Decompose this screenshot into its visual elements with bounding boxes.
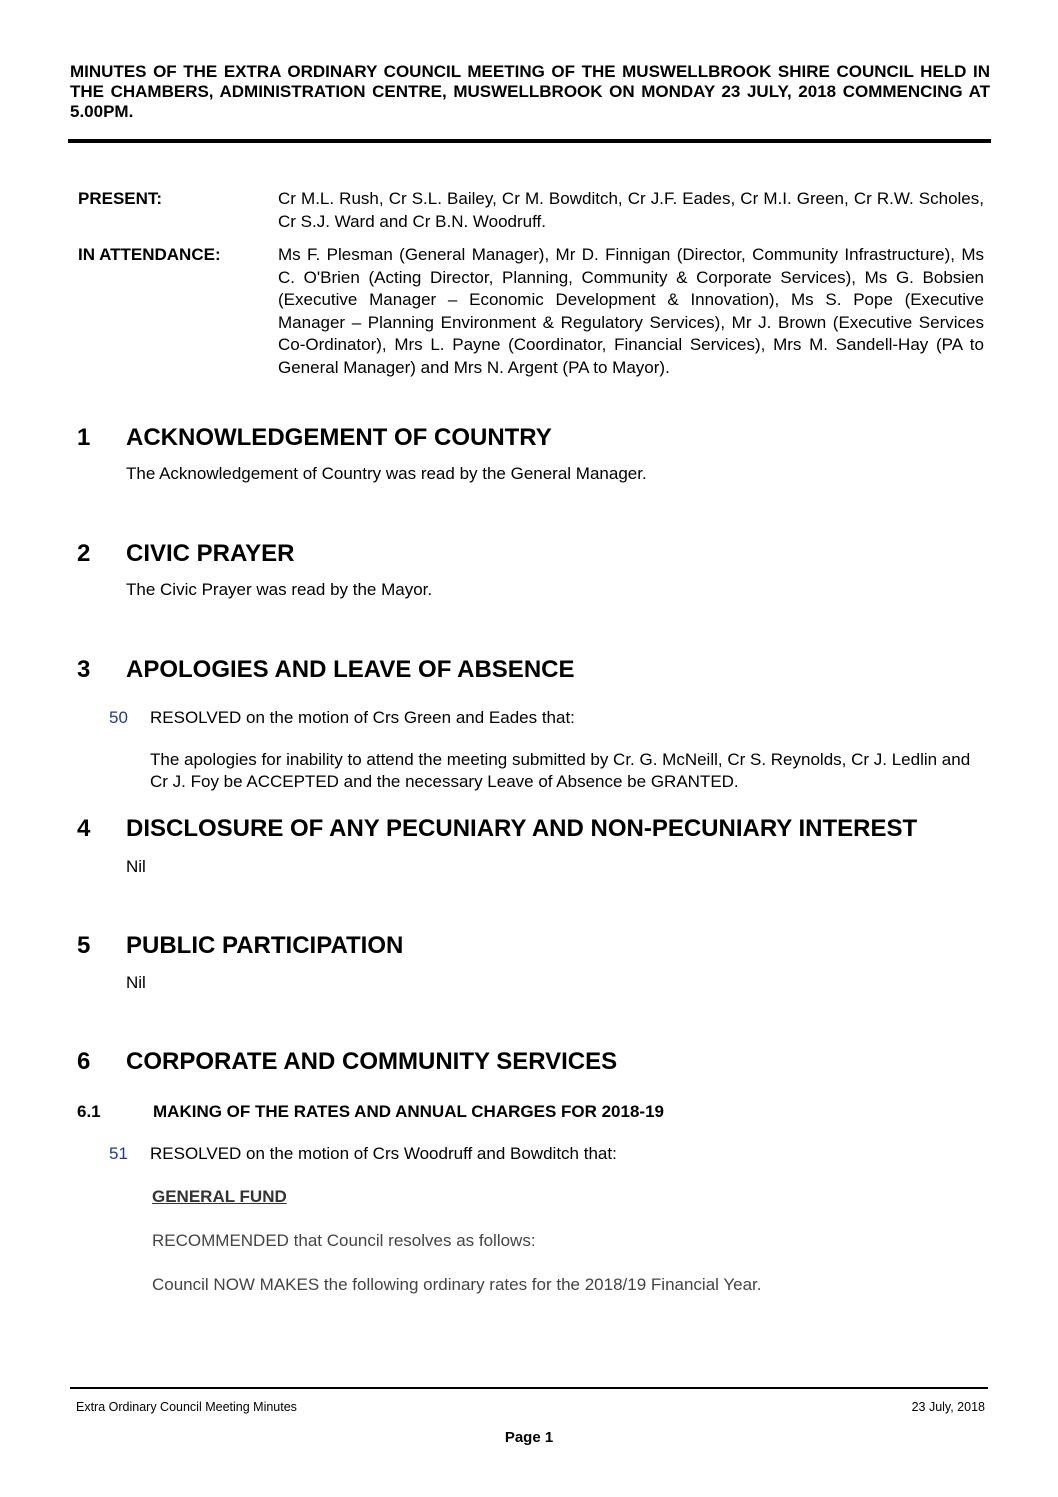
in-attendance-list: Ms F. Plesman (General Manager), Mr D. Finnigan (Director, Community Infrastructure), Ms C. O'Brien (Acting Director, Planning, Community & Corporate Services), Ms G. Bobsien (Executive Manager – Economic Development & Innovation), Ms S. Pope (Executive Manager – Planning Environment & Regulatory Services), Mr J. Brown (Executive Services Co-Ordinator), Mrs L. Payne (Coordinator, Financial Services), Mrs M. Sandell-Hay (PA to General Manager) and Mrs N. Argent (PA to Mayor). [278, 245, 984, 377]
section-2-title: CIVIC PRAYER [126, 540, 295, 567]
subsection-title: MAKING OF THE RATES AND ANNUAL CHARGES FOR 2018-19 [153, 1102, 664, 1121]
section-1-body: The Acknowledgement of Country was read by the General Manager. [126, 464, 647, 483]
section-5-number: 5 [77, 932, 91, 959]
section-2-body: The Civic Prayer was read by the Mayor. [126, 580, 433, 599]
subsection-number: 6.1 [77, 1102, 101, 1121]
resolution-51-text: RESOLVED on the motion of Crs Woodruff and Bowditch that: [150, 1144, 617, 1163]
ordinary-rates-text: Council NOW MAKES the following ordinary rates for the 2018/19 Financial Year. [152, 1275, 762, 1294]
section-3-title: APOLOGIES AND LEAVE OF ABSENCE [126, 656, 575, 683]
section-1-title: ACKNOWLEDGEMENT OF COUNTRY [126, 424, 552, 451]
section-4-title: DISCLOSURE OF ANY PECUNIARY AND NON-PECUNIARY INTEREST [126, 815, 918, 842]
section-1-number: 1 [77, 424, 91, 451]
section-5-body: Nil [126, 973, 146, 992]
section-4-number: 4 [77, 815, 91, 842]
title-divider [68, 139, 991, 143]
section-6-number: 6 [77, 1048, 91, 1075]
footer-date: 23 July, 2018 [911, 1400, 985, 1414]
present-label: PRESENT: [78, 189, 163, 208]
section-2-number: 2 [77, 540, 91, 567]
section-6-title: CORPORATE AND COMMUNITY SERVICES [126, 1048, 618, 1075]
general-fund-heading: GENERAL FUND [152, 1187, 287, 1206]
in-attendance-label: IN ATTENDANCE: [78, 245, 221, 264]
resolution-50-text: RESOLVED on the motion of Crs Green and Eades that: [150, 708, 575, 727]
resolution-51-number: 51 [109, 1144, 128, 1163]
footer-document-name: Extra Ordinary Council Meeting Minutes [76, 1400, 297, 1414]
footer-divider [70, 1387, 988, 1389]
present-list: Cr M.L. Rush, Cr S.L. Bailey, Cr M. Bowditch, Cr J.F. Eades, Cr M.I. Green, Cr R.W. Scholes, Cr S.J. Ward and Cr B.N. Woodruff. [278, 189, 984, 231]
recommended-text: RECOMMENDED that Council resolves as follows: [152, 1231, 536, 1250]
section-3-number: 3 [77, 656, 91, 683]
resolution-50-detail: The apologies for inability to attend the meeting submitted by Cr. G. McNeill, Cr S. Reynolds, Cr J. Ledlin and Cr J. Foy be ACCEPTED and the necessary Leave of Absence be GRANTED. [150, 750, 971, 791]
section-4-body: Nil [126, 857, 146, 876]
resolution-50-number: 50 [109, 708, 128, 727]
page-number: Page 1 [504, 1429, 554, 1446]
minutes-title: MINUTES OF THE EXTRA ORDINARY COUNCIL MEETING OF THE MUSWELLBROOK SHIRE COUNCIL HELD IN THE CHAMBERS, ADMINISTRATION CENTRE, MUSWELLBROOK ON MONDAY 23 JULY, 2018 COMMENCING AT 5.00PM. [70, 62, 990, 121]
section-5-title: PUBLIC PARTICIPATION [126, 932, 404, 959]
